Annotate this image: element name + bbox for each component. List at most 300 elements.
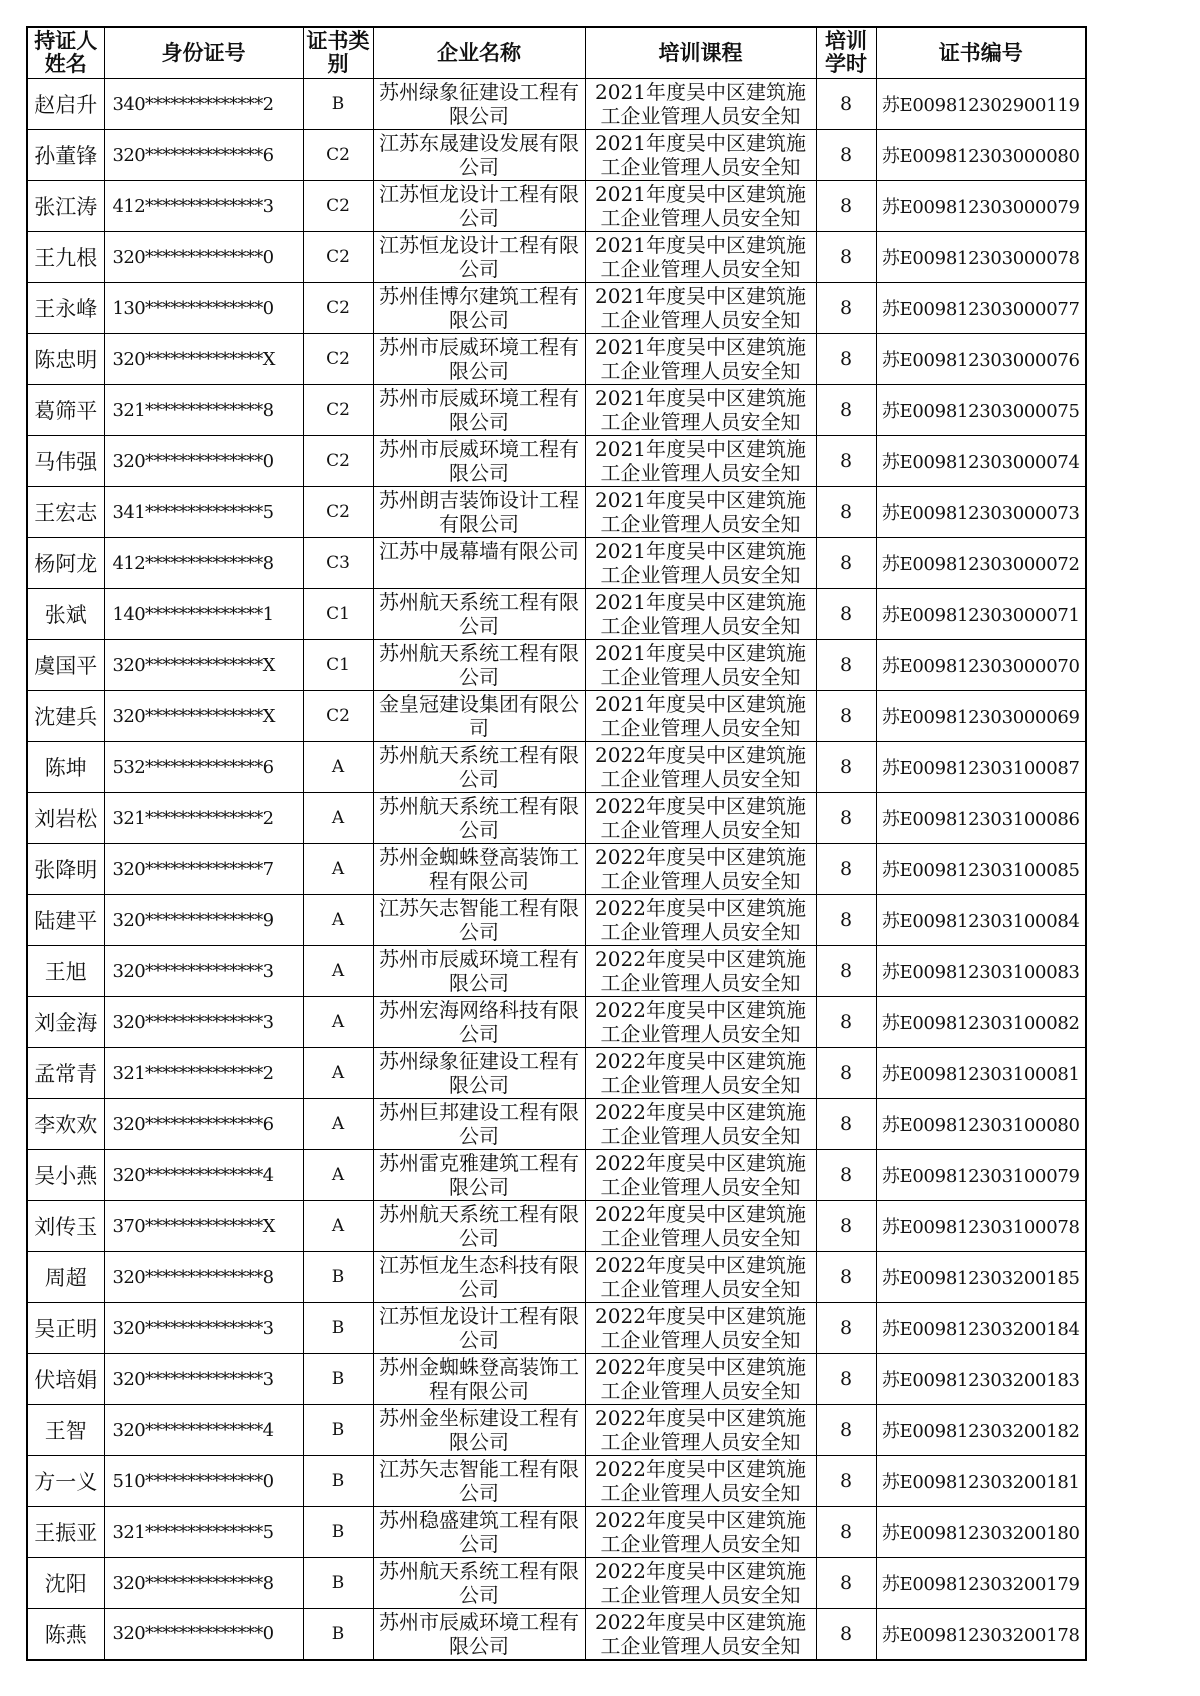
company-cell-text: 苏州金蜘蛛登高装饰工程有限公司 <box>379 845 579 893</box>
company-cell <box>373 1252 585 1303</box>
company-cell-text: 江苏东晟建设发展有限公司 <box>379 131 579 179</box>
cert-category-cell: A <box>303 1048 373 1099</box>
holder-name-cell: 吴小燕 <box>27 1150 104 1201</box>
course-cell-text: 2022年度吴中区建筑施工企业管理人员安全知 <box>595 1508 806 1556</box>
hours-cell: 8 <box>816 436 876 487</box>
cert-category-cell: B <box>303 1558 373 1609</box>
holder-name-cell: 葛筛平 <box>27 385 104 436</box>
course-cell-text: 2022年度吴中区建筑施工企业管理人员安全知 <box>595 896 806 944</box>
company-cell <box>373 487 585 538</box>
company-cell <box>373 793 585 844</box>
id-number-cell: 320**************8 <box>104 1558 303 1609</box>
table-row <box>27 1201 1086 1252</box>
table-row <box>27 1354 1086 1405</box>
cert-number-cell: 苏E009812303000076 <box>876 334 1086 385</box>
cert-category-cell: A <box>303 946 373 997</box>
course-cell-text: 2022年度吴中区建筑施工企业管理人员安全知 <box>595 1151 806 1199</box>
course-cell <box>585 691 816 742</box>
course-cell <box>585 283 816 334</box>
company-cell <box>373 640 585 691</box>
company-cell-text: 江苏恒龙设计工程有限公司 <box>379 182 579 230</box>
company-cell-text: 苏州金蜘蛛登高装饰工程有限公司 <box>379 1355 579 1403</box>
hours-cell: 8 <box>816 334 876 385</box>
cert-number-cell: 苏E009812303000069 <box>876 691 1086 742</box>
course-cell-text: 2022年度吴中区建筑施工企业管理人员安全知 <box>595 1610 806 1658</box>
company-cell <box>373 538 585 589</box>
course-cell <box>585 1456 816 1507</box>
hours-cell: 8 <box>816 283 876 334</box>
course-cell <box>585 1354 816 1405</box>
cert-number-cell: 苏E009812303100082 <box>876 997 1086 1048</box>
course-cell-text: 2021年度吴中区建筑施工企业管理人员安全知 <box>595 386 806 434</box>
table-row <box>27 691 1086 742</box>
company-cell-text: 苏州市辰威环境工程有限公司 <box>379 1610 579 1658</box>
table-row <box>27 1558 1086 1609</box>
holder-name-cell: 刘传玉 <box>27 1201 104 1252</box>
id-number-cell: 412**************8 <box>104 538 303 589</box>
hours-cell: 8 <box>816 589 876 640</box>
cert-number-cell: 苏E009812303100087 <box>876 742 1086 793</box>
company-cell <box>373 232 585 283</box>
holder-name-cell: 陆建平 <box>27 895 104 946</box>
cert-category-cell: C1 <box>303 640 373 691</box>
company-cell <box>373 1150 585 1201</box>
cert-number-cell: 苏E009812303000079 <box>876 181 1086 232</box>
cert-number-cell: 苏E009812303000072 <box>876 538 1086 589</box>
id-number-cell: 320**************3 <box>104 946 303 997</box>
cert-category-cell: C2 <box>303 385 373 436</box>
id-number-cell: 341**************5 <box>104 487 303 538</box>
cert-category-cell: C2 <box>303 436 373 487</box>
cert-category-cell: C2 <box>303 181 373 232</box>
hours-cell: 8 <box>816 640 876 691</box>
company-cell <box>373 1405 585 1456</box>
cert-category-cell: B <box>303 1405 373 1456</box>
id-number-cell: 320**************6 <box>104 1099 303 1150</box>
table-row <box>27 538 1086 589</box>
company-cell-text: 苏州巨邦建设工程有限公司 <box>379 1100 579 1148</box>
cert-category-cell: C2 <box>303 334 373 385</box>
hours-cell: 8 <box>816 1303 876 1354</box>
course-cell <box>585 589 816 640</box>
company-cell <box>373 130 585 181</box>
holder-name-cell: 陈忠明 <box>27 334 104 385</box>
table-row <box>27 1609 1086 1660</box>
table-row <box>27 1099 1086 1150</box>
company-cell <box>373 1558 585 1609</box>
holder-name-cell: 孟常青 <box>27 1048 104 1099</box>
id-number-cell: 532**************6 <box>104 742 303 793</box>
holder-name-cell: 方一义 <box>27 1456 104 1507</box>
cert-category-cell: B <box>303 79 373 130</box>
cert-category-cell: A <box>303 895 373 946</box>
table-row <box>27 1507 1086 1558</box>
course-cell-text: 2022年度吴中区建筑施工企业管理人员安全知 <box>595 845 806 893</box>
header-cert-category: 证书类别 <box>303 27 373 79</box>
company-cell-text: 江苏恒龙生态科技有限公司 <box>379 1253 579 1301</box>
id-number-cell: 320**************0 <box>104 436 303 487</box>
holder-name-cell: 赵启升 <box>27 79 104 130</box>
hours-cell: 8 <box>816 79 876 130</box>
course-cell-text: 2022年度吴中区建筑施工企业管理人员安全知 <box>595 794 806 842</box>
course-cell-text: 2022年度吴中区建筑施工企业管理人员安全知 <box>595 1049 806 1097</box>
certificate-table <box>26 26 1087 1661</box>
course-cell <box>585 1507 816 1558</box>
table-row <box>27 487 1086 538</box>
holder-name-cell: 李欢欢 <box>27 1099 104 1150</box>
id-number-cell: 320**************3 <box>104 1303 303 1354</box>
course-cell <box>585 181 816 232</box>
course-cell-text: 2022年度吴中区建筑施工企业管理人员安全知 <box>595 1202 806 1250</box>
table-row <box>27 997 1086 1048</box>
course-cell-text: 2021年度吴中区建筑施工企业管理人员安全知 <box>595 641 806 689</box>
id-number-cell: 320**************X <box>104 640 303 691</box>
id-number-cell: 320**************X <box>104 334 303 385</box>
company-cell-text: 苏州航天系统工程有限公司 <box>379 641 579 689</box>
company-cell <box>373 946 585 997</box>
hours-cell: 8 <box>816 1201 876 1252</box>
certificate-roster-sheet <box>26 26 1087 1661</box>
hours-cell: 8 <box>816 691 876 742</box>
company-cell-text: 苏州佳博尔建筑工程有限公司 <box>379 284 579 332</box>
hours-cell: 8 <box>816 1150 876 1201</box>
cert-number-cell: 苏E009812303200184 <box>876 1303 1086 1354</box>
company-cell-text: 江苏中晟幕墙有限公司 <box>379 539 579 563</box>
id-number-cell: 320**************3 <box>104 1354 303 1405</box>
cert-number-cell: 苏E009812303100086 <box>876 793 1086 844</box>
holder-name-cell: 王旭 <box>27 946 104 997</box>
hours-cell: 8 <box>816 385 876 436</box>
holder-name-cell: 陈坤 <box>27 742 104 793</box>
course-cell-text: 2021年度吴中区建筑施工企业管理人员安全知 <box>595 692 806 740</box>
cert-category-cell: C2 <box>303 130 373 181</box>
course-cell-text: 2022年度吴中区建筑施工企业管理人员安全知 <box>595 743 806 791</box>
table-row <box>27 130 1086 181</box>
id-number-cell: 340**************2 <box>104 79 303 130</box>
id-number-cell: 130**************0 <box>104 283 303 334</box>
cert-number-cell: 苏E009812303200178 <box>876 1609 1086 1660</box>
id-number-cell: 320**************0 <box>104 1609 303 1660</box>
table-row <box>27 1456 1086 1507</box>
table-row <box>27 1150 1086 1201</box>
company-cell-text: 江苏恒龙设计工程有限公司 <box>379 1304 579 1352</box>
holder-name-cell: 刘岩松 <box>27 793 104 844</box>
company-cell <box>373 1609 585 1660</box>
company-cell <box>373 1456 585 1507</box>
course-cell-text: 2022年度吴中区建筑施工企业管理人员安全知 <box>595 1253 806 1301</box>
cert-number-cell: 苏E009812303000075 <box>876 385 1086 436</box>
course-cell <box>585 946 816 997</box>
holder-name-cell: 伏培娟 <box>27 1354 104 1405</box>
company-cell <box>373 997 585 1048</box>
table-row <box>27 1405 1086 1456</box>
cert-number-cell: 苏E009812303200183 <box>876 1354 1086 1405</box>
hours-cell: 8 <box>816 232 876 283</box>
table-row <box>27 1252 1086 1303</box>
header-hours: 培训学时 <box>816 27 876 79</box>
header-course: 培训课程 <box>585 27 816 79</box>
company-cell-text: 苏州航天系统工程有限公司 <box>379 1202 579 1250</box>
course-cell <box>585 1048 816 1099</box>
cert-number-cell: 苏E009812303000070 <box>876 640 1086 691</box>
cert-number-cell: 苏E009812303000074 <box>876 436 1086 487</box>
company-cell-text: 苏州朗吉装饰设计工程有限公司 <box>379 488 579 536</box>
hours-cell: 8 <box>816 1048 876 1099</box>
cert-number-cell: 苏E009812303100084 <box>876 895 1086 946</box>
cert-number-cell: 苏E009812303000078 <box>876 232 1086 283</box>
table-row <box>27 436 1086 487</box>
course-cell <box>585 640 816 691</box>
hours-cell: 8 <box>816 1354 876 1405</box>
course-cell <box>585 1303 816 1354</box>
cert-number-cell: 苏E009812303000077 <box>876 283 1086 334</box>
course-cell-text: 2021年度吴中区建筑施工企业管理人员安全知 <box>595 488 806 536</box>
hours-cell: 8 <box>816 793 876 844</box>
holder-name-cell: 王智 <box>27 1405 104 1456</box>
company-cell-text: 苏州市辰威环境工程有限公司 <box>379 437 579 485</box>
header-id-number: 身份证号 <box>104 27 303 79</box>
course-cell <box>585 742 816 793</box>
hours-cell: 8 <box>816 742 876 793</box>
company-cell-text: 苏州雷克雅建筑工程有限公司 <box>379 1151 579 1199</box>
company-cell-text: 苏州航天系统工程有限公司 <box>379 794 579 842</box>
course-cell-text: 2022年度吴中区建筑施工企业管理人员安全知 <box>595 1559 806 1607</box>
holder-name-cell: 张江涛 <box>27 181 104 232</box>
company-cell <box>373 1099 585 1150</box>
hours-cell: 8 <box>816 844 876 895</box>
company-cell-text: 苏州宏海网络科技有限公司 <box>379 998 579 1046</box>
hours-cell: 8 <box>816 181 876 232</box>
cert-number-cell: 苏E009812303200182 <box>876 1405 1086 1456</box>
company-cell-text: 江苏矢志智能工程有限公司 <box>379 1457 579 1505</box>
company-cell <box>373 895 585 946</box>
holder-name-cell: 杨阿龙 <box>27 538 104 589</box>
company-cell-text: 苏州航天系统工程有限公司 <box>379 743 579 791</box>
company-cell-text: 苏州金坐标建设工程有限公司 <box>379 1406 579 1454</box>
company-cell-text: 苏州航天系统工程有限公司 <box>379 1559 579 1607</box>
cert-category-cell: C1 <box>303 589 373 640</box>
holder-name-cell: 王宏志 <box>27 487 104 538</box>
table-row <box>27 640 1086 691</box>
course-cell-text: 2021年度吴中区建筑施工企业管理人员安全知 <box>595 182 806 230</box>
cert-category-cell: A <box>303 1099 373 1150</box>
company-cell <box>373 1303 585 1354</box>
course-cell-text: 2022年度吴中区建筑施工企业管理人员安全知 <box>595 1406 806 1454</box>
course-cell-text: 2021年度吴中区建筑施工企业管理人员安全知 <box>595 284 806 332</box>
company-cell-text: 苏州市辰威环境工程有限公司 <box>379 335 579 383</box>
course-cell <box>585 1252 816 1303</box>
course-cell <box>585 79 816 130</box>
company-cell <box>373 742 585 793</box>
header-cert-number: 证书编号 <box>876 27 1086 79</box>
course-cell <box>585 436 816 487</box>
id-number-cell: 140**************1 <box>104 589 303 640</box>
company-cell-text: 苏州航天系统工程有限公司 <box>379 590 579 638</box>
id-number-cell: 320**************8 <box>104 1252 303 1303</box>
holder-name-cell: 周超 <box>27 1252 104 1303</box>
cert-number-cell: 苏E009812303200180 <box>876 1507 1086 1558</box>
hours-cell: 8 <box>816 1507 876 1558</box>
cert-number-cell: 苏E009812303200181 <box>876 1456 1086 1507</box>
cert-category-cell: B <box>303 1609 373 1660</box>
course-cell <box>585 232 816 283</box>
cert-category-cell: A <box>303 1201 373 1252</box>
header-row <box>27 27 1086 79</box>
table-row <box>27 232 1086 283</box>
id-number-cell: 320**************3 <box>104 997 303 1048</box>
id-number-cell: 320**************0 <box>104 232 303 283</box>
id-number-cell: 320**************X <box>104 691 303 742</box>
header-company: 企业名称 <box>373 27 585 79</box>
table-row <box>27 1048 1086 1099</box>
company-cell <box>373 79 585 130</box>
holder-name-cell: 刘金海 <box>27 997 104 1048</box>
company-cell-text: 苏州绿象征建设工程有限公司 <box>379 1049 579 1097</box>
holder-name-cell: 沈阳 <box>27 1558 104 1609</box>
holder-name-cell: 马伟强 <box>27 436 104 487</box>
cert-category-cell: B <box>303 1456 373 1507</box>
cert-category-cell: A <box>303 793 373 844</box>
company-cell <box>373 1048 585 1099</box>
holder-name-cell: 虞国平 <box>27 640 104 691</box>
cert-number-cell: 苏E009812303000071 <box>876 589 1086 640</box>
table-row <box>27 181 1086 232</box>
course-cell <box>585 793 816 844</box>
table-row <box>27 589 1086 640</box>
cert-number-cell: 苏E009812303100085 <box>876 844 1086 895</box>
id-number-cell: 321**************2 <box>104 793 303 844</box>
course-cell-text: 2021年度吴中区建筑施工企业管理人员安全知 <box>595 590 806 638</box>
table-row <box>27 742 1086 793</box>
company-cell-text: 苏州稳盛建筑工程有限公司 <box>379 1508 579 1556</box>
course-cell-text: 2022年度吴中区建筑施工企业管理人员安全知 <box>595 998 806 1046</box>
company-cell <box>373 181 585 232</box>
course-cell-text: 2022年度吴中区建筑施工企业管理人员安全知 <box>595 1304 806 1352</box>
cert-number-cell: 苏E009812303200185 <box>876 1252 1086 1303</box>
course-cell <box>585 1099 816 1150</box>
company-cell <box>373 1201 585 1252</box>
table-row <box>27 793 1086 844</box>
cert-category-cell: C2 <box>303 487 373 538</box>
company-cell <box>373 334 585 385</box>
cert-number-cell: 苏E009812303100083 <box>876 946 1086 997</box>
cert-category-cell: C2 <box>303 283 373 334</box>
company-cell <box>373 436 585 487</box>
table-row <box>27 844 1086 895</box>
company-cell <box>373 844 585 895</box>
table-row <box>27 334 1086 385</box>
course-cell-text: 2021年度吴中区建筑施工企业管理人员安全知 <box>595 437 806 485</box>
hours-cell: 8 <box>816 1405 876 1456</box>
id-number-cell: 370**************X <box>104 1201 303 1252</box>
id-number-cell: 320**************7 <box>104 844 303 895</box>
cert-number-cell: 苏E009812303000080 <box>876 130 1086 181</box>
course-cell-text: 2022年度吴中区建筑施工企业管理人员安全知 <box>595 1100 806 1148</box>
id-number-cell: 320**************6 <box>104 130 303 181</box>
course-cell <box>585 1150 816 1201</box>
course-cell-text: 2021年度吴中区建筑施工企业管理人员安全知 <box>595 233 806 281</box>
course-cell-text: 2021年度吴中区建筑施工企业管理人员安全知 <box>595 539 806 587</box>
id-number-cell: 320**************9 <box>104 895 303 946</box>
course-cell <box>585 385 816 436</box>
cert-number-cell: 苏E009812303100080 <box>876 1099 1086 1150</box>
id-number-cell: 510**************0 <box>104 1456 303 1507</box>
course-cell-text: 2021年度吴中区建筑施工企业管理人员安全知 <box>595 80 806 128</box>
course-cell <box>585 334 816 385</box>
table-body <box>27 79 1086 1660</box>
cert-number-cell: 苏E009812303000073 <box>876 487 1086 538</box>
hours-cell: 8 <box>816 1558 876 1609</box>
hours-cell: 8 <box>816 538 876 589</box>
header-holder-name: 持证人姓名 <box>27 27 104 79</box>
company-cell <box>373 589 585 640</box>
company-cell-text: 苏州市辰威环境工程有限公司 <box>379 947 579 995</box>
holder-name-cell: 张斌 <box>27 589 104 640</box>
cert-number-cell: 苏E009812303100079 <box>876 1150 1086 1201</box>
cert-category-cell: B <box>303 1507 373 1558</box>
id-number-cell: 320**************4 <box>104 1405 303 1456</box>
cert-number-cell: 苏E009812303100081 <box>876 1048 1086 1099</box>
course-cell <box>585 895 816 946</box>
id-number-cell: 321**************2 <box>104 1048 303 1099</box>
course-cell <box>585 1201 816 1252</box>
course-cell <box>585 1609 816 1660</box>
holder-name-cell: 吴正明 <box>27 1303 104 1354</box>
id-number-cell: 320**************4 <box>104 1150 303 1201</box>
holder-name-cell: 孙董锋 <box>27 130 104 181</box>
table-row <box>27 385 1086 436</box>
table-row <box>27 946 1086 997</box>
holder-name-cell: 张降明 <box>27 844 104 895</box>
cert-category-cell: C2 <box>303 232 373 283</box>
cert-category-cell: B <box>303 1354 373 1405</box>
hours-cell: 8 <box>816 487 876 538</box>
hours-cell: 8 <box>816 1099 876 1150</box>
holder-name-cell: 陈燕 <box>27 1609 104 1660</box>
course-cell-text: 2021年度吴中区建筑施工企业管理人员安全知 <box>595 131 806 179</box>
company-cell-text: 江苏恒龙设计工程有限公司 <box>379 233 579 281</box>
company-cell <box>373 385 585 436</box>
hours-cell: 8 <box>816 895 876 946</box>
course-cell <box>585 1405 816 1456</box>
hours-cell: 8 <box>816 1252 876 1303</box>
course-cell <box>585 844 816 895</box>
cert-category-cell: A <box>303 742 373 793</box>
holder-name-cell: 王振亚 <box>27 1507 104 1558</box>
id-number-cell: 321**************8 <box>104 385 303 436</box>
company-cell <box>373 283 585 334</box>
cert-number-cell: 苏E009812303100078 <box>876 1201 1086 1252</box>
holder-name-cell: 沈建兵 <box>27 691 104 742</box>
cert-number-cell: 苏E009812303200179 <box>876 1558 1086 1609</box>
holder-name-cell: 王永峰 <box>27 283 104 334</box>
course-cell <box>585 538 816 589</box>
table-row <box>27 1303 1086 1354</box>
table-row <box>27 283 1086 334</box>
holder-name-cell: 王九根 <box>27 232 104 283</box>
hours-cell: 8 <box>816 1456 876 1507</box>
hours-cell: 8 <box>816 1609 876 1660</box>
course-cell <box>585 1558 816 1609</box>
table-row <box>27 79 1086 130</box>
cert-category-cell: A <box>303 997 373 1048</box>
cert-category-cell: C3 <box>303 538 373 589</box>
cert-category-cell: A <box>303 844 373 895</box>
course-cell <box>585 130 816 181</box>
company-cell <box>373 1354 585 1405</box>
cert-category-cell: A <box>303 1150 373 1201</box>
cert-number-cell: 苏E009812302900119 <box>876 79 1086 130</box>
